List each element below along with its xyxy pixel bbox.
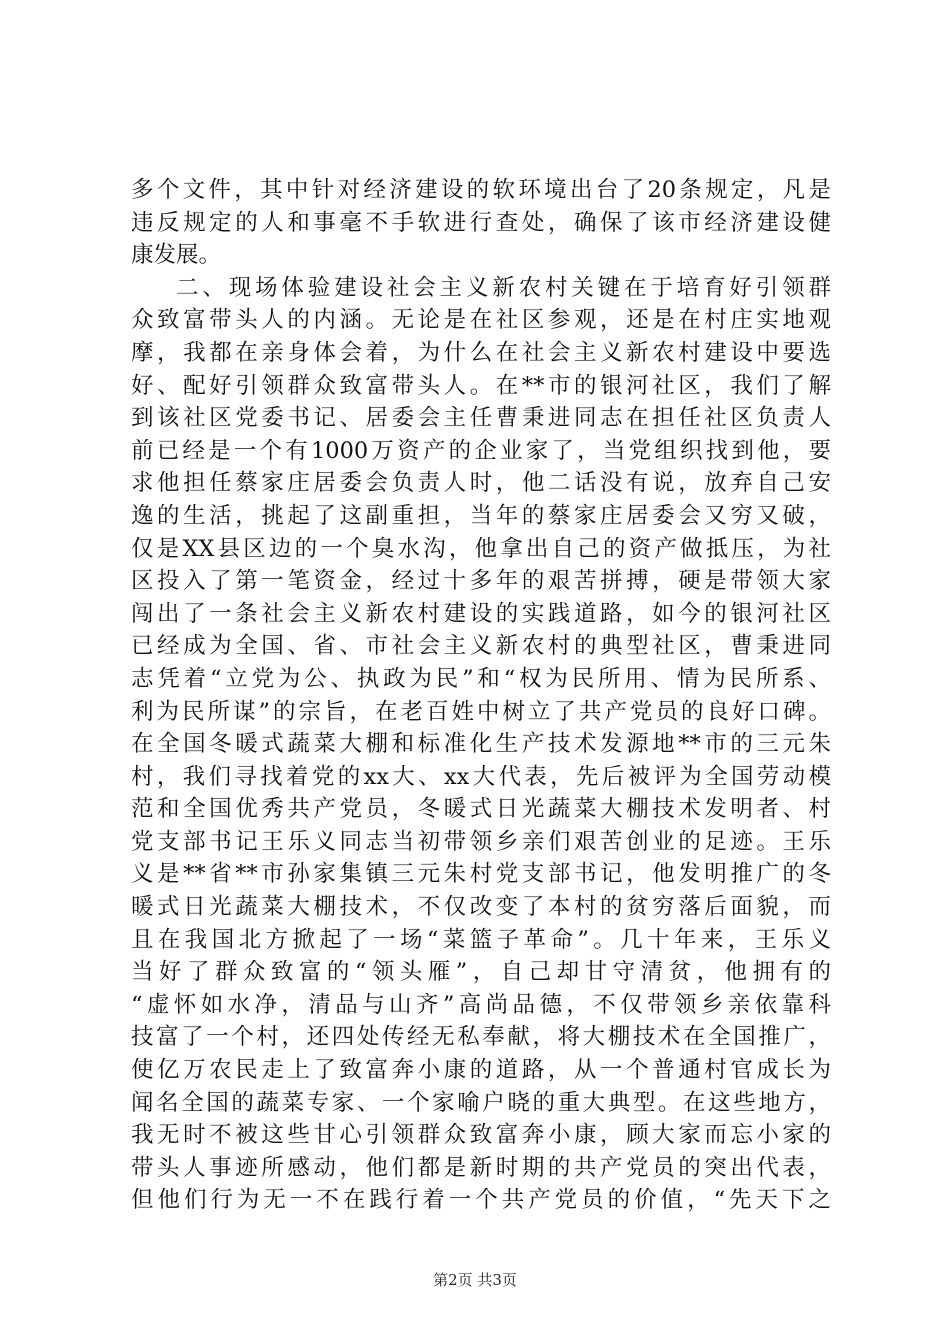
text-line: 闯出了一条社会主义新农村建设的实践道路，如今的银河社区 [131,600,831,627]
text-line: 康发展。 [131,242,222,269]
text-line: 利为民所谋”的宗旨，在老百姓中树立了共产党员的良好口碑。 [131,698,831,725]
text-line: 当好了群众致富的“领头雁”，自己却甘守清贫，他拥有的 [131,959,831,986]
paragraph-start-line: 二、现场体验建设社会主义新农村关键在于培育好引领群 [176,274,831,301]
text-line: 到该社区党委书记、居委会主任曹秉进同志在担任社区负责人 [131,405,831,432]
body-text [131,174,831,1217]
text-line: “虚怀如水净，清品与山齐”高尚品德，不仅带领乡亲依靠科 [131,991,831,1018]
text-line: 已经成为全国、省、市社会主义新农村的典型社区，曹秉进同 [131,633,831,660]
text-line: 众致富带头人的内涵。无论是在社区参观，还是在村庄实地观 [131,307,831,334]
text-line: 志凭着“立党为公、执政为民”和“权为民所用、情为民所系、 [131,665,831,692]
page-number-footer: 第2页 共3页 [433,1271,517,1289]
text-line: 仅是XX县区边的一个臭水沟，他拿出自己的资产做抵压，为社 [131,535,831,562]
text-line: 逸的生活，挑起了这副重担，当年的蔡家庄居委会又穷又破， [131,502,831,529]
text-line: 带头人事迹所感动，他们都是新时期的共产党员的突出代表， [131,1154,831,1181]
text-line: 使亿万农民走上了致富奔小康的道路，从一个普通村官成长为 [131,1057,831,1084]
text-line: 且在我国北方掀起了一场“菜篮子革命”。几十年来，王乐义 [131,926,831,953]
text-line: 闻名全国的蔬菜专家、一个家喻户晓的重大典型。在这些地方， [131,1089,831,1116]
text-line: 党支部书记王乐义同志当初带领乡亲们艰苦创业的足迹。王乐 [131,828,831,855]
text-line: 摩，我都在亲身体会着，为什么在社会主义新农村建设中要选 [131,339,831,366]
text-line: 好、配好引领群众致富带头人。在**市的银河社区，我们了解 [131,372,831,399]
text-line: 在全国冬暖式蔬菜大棚和标准化生产技术发源地**市的三元朱 [131,731,831,758]
text-line: 区投入了第一笔资金，经过十多年的艰苦拼搏，硬是带领大家 [131,568,831,595]
text-line: 我无时不被这些甘心引领群众致富奔小康，顾大家而忘小家的 [131,1122,831,1149]
text-line: 违反规定的人和事毫不手软进行查处，确保了该市经济建设健 [131,209,831,236]
text-line: 但他们行为无一不在践行着一个共产党员的价值，“先天下之 [131,1187,831,1214]
text-line: 多个文件，其中针对经济建设的软环境出台了20条规定，凡是 [131,177,831,203]
text-line: 暖式日光蔬菜大棚技术，不仅改变了本村的贫穷落后面貌，而 [131,894,831,921]
text-line: 范和全国优秀共产党员，冬暖式日光蔬菜大棚技术发明者、村 [131,796,831,823]
text-line: 求他担任蔡家庄居委会负责人时，他二话没有说，放弃自己安 [131,470,831,497]
text-line: 义是**省**市孙家集镇三元朱村党支部书记，他发明推广的冬 [131,861,831,888]
text-line: 前已经是一个有1000万资产的企业家了，当党组织找到他，要 [131,437,831,464]
text-line: 技富了一个村，还四处传经无私奉献，将大棚技术在全国推广， [131,1024,831,1051]
text-line: 村，我们寻找着党的xx大、xx大代表，先后被评为全国劳动模 [131,763,831,790]
